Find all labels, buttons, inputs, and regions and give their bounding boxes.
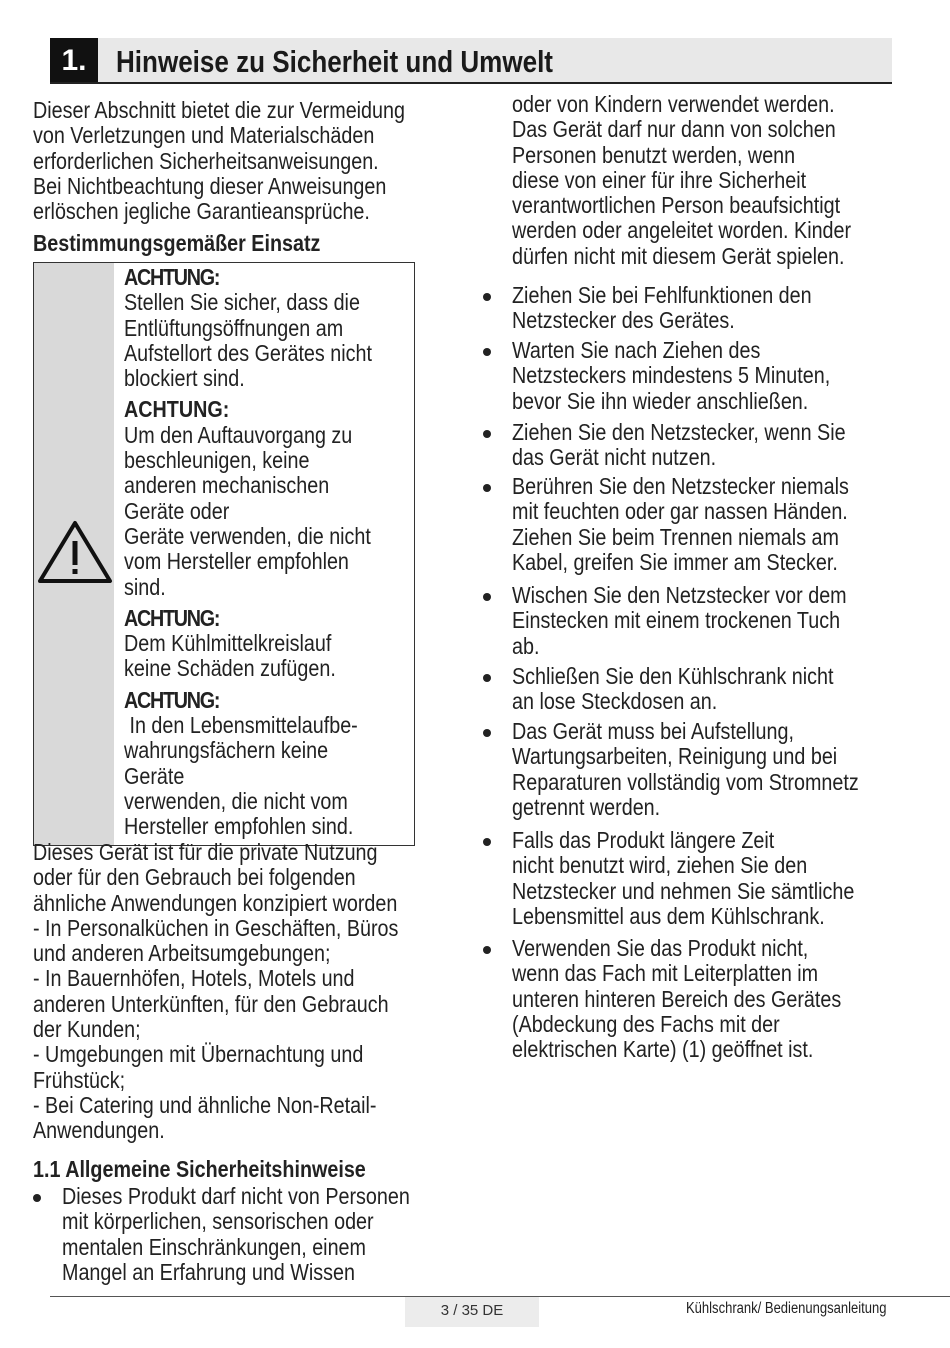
general-safety-heading: 1.1 Allgemeine Sicherheitshinweise — [33, 1156, 366, 1182]
bullet-line: Kabel, greifen Sie immer am Stecker. — [512, 548, 838, 575]
warning-line: Geräte verwenden, die nicht — [124, 522, 371, 549]
warning-line: vom Hersteller empfohlen — [124, 548, 349, 575]
section-header — [50, 38, 892, 84]
intro-line: Bei Nichtbeachtung dieser Anweisungen — [33, 172, 387, 199]
usage-line: - In Bauernhöfen, Hotels, Motels und — [33, 965, 355, 992]
bullet-line: Reparaturen vollständig vom Stromnetz — [512, 768, 859, 795]
bullet-dot — [483, 484, 491, 492]
intro-line: erlöschen jegliche Garantieansprüche. — [33, 198, 370, 225]
warning-content — [124, 265, 372, 840]
usage-line: - Umgebungen mit Übernachtung und — [33, 1041, 364, 1068]
bullet-line: Falls das Produkt längere Zeit — [512, 827, 775, 853]
usage-line: ähnliche Anwendungen konzipiert worden — [33, 889, 398, 916]
warning-label: ACHTUNG: — [124, 396, 230, 423]
bullet-line: Schließen Sie den Kühlschrank nicht — [512, 663, 834, 689]
bullet-line: mentalen Einschränkungen, einem — [62, 1233, 366, 1260]
usage-line: oder für den Gebrauch bei folgenden — [33, 864, 356, 891]
intro-paragraph — [33, 98, 405, 224]
warning-line: blockiert sind. — [124, 365, 245, 392]
bullet-dot — [33, 1194, 41, 1202]
bullet-line: Das Gerät muss bei Aufstellung, — [512, 718, 794, 744]
bullet-line: Ziehen Sie bei Fehlfunktionen den — [512, 282, 812, 308]
intro-line: Dieser Abschnitt bietet die zur Vermeidung — [33, 97, 405, 123]
warning-line: keine Schäden zufügen. — [124, 655, 336, 682]
section-number: 1. — [50, 38, 98, 82]
warning-line: sind. — [124, 573, 166, 600]
bullet-dot — [483, 729, 491, 737]
usage-line: Dieses Gerät ist für die private Nutzung — [33, 839, 378, 865]
usage-paragraph — [33, 840, 398, 1144]
bullet-line: mit feuchten oder gar nassen Händen. — [512, 498, 848, 525]
page-number: 3 / 35 DE — [405, 1297, 539, 1327]
warning-line: Entlüftungsöffnungen am — [124, 314, 344, 341]
warning-triangle-icon — [37, 519, 113, 590]
warning-line: Geräte — [124, 762, 185, 789]
bullet-dot — [483, 838, 491, 846]
usage-line: anderen Unterkünften, für den Gebrauch — [33, 990, 389, 1017]
usage-line: - In Personalküchen in Geschäften, Büros — [33, 914, 399, 941]
usage-line: und anderen Arbeitsumgebungen; — [33, 940, 331, 967]
bullet-dot — [483, 293, 491, 301]
text-line: verantwortlichen Person beaufsichtigt — [512, 192, 841, 219]
warning-line: Stellen Sie sicher, dass die — [124, 289, 360, 316]
section-title: Hinweise zu Sicherheit und Umwelt — [116, 44, 553, 79]
warning-line: wahrungsfächern keine — [124, 737, 329, 764]
warning-line: Aufstellort des Gerätes nicht — [124, 339, 372, 366]
bullet-line: unteren hinteren Bereich des Gerätes — [512, 985, 842, 1012]
bullet-line: Berühren Sie den Netzstecker niemals — [512, 473, 849, 499]
bullet-line: elektrischen Karte) (1) geöffnet ist. — [512, 1036, 814, 1063]
bullet-line: Ziehen Sie den Netzstecker, wenn Sie — [512, 419, 846, 445]
usage-line: - Bei Catering und ähnliche Non-Retail- — [33, 1091, 377, 1118]
text-line: diese von einer für ihre Sicherheit — [512, 166, 807, 193]
bullet-dot — [483, 946, 491, 954]
text-line: Das Gerät darf nur dann von solchen — [512, 116, 836, 143]
usage-line: Anwendungen. — [33, 1117, 165, 1144]
intro-line: von Verletzungen und Materialschäden — [33, 122, 375, 149]
bullet-line: nicht benutzt wird, ziehen Sie den — [512, 852, 808, 879]
bullet-dot — [483, 430, 491, 438]
warning-line: Hersteller empfohlen sind. — [124, 813, 354, 840]
bullet-line: mit körperlichen, sensorischen oder — [62, 1208, 374, 1235]
bullet-line: an lose Steckdosen an. — [512, 688, 718, 715]
bullet-line: Wartungsarbeiten, Reinigung und bei — [512, 743, 838, 770]
bullet-line: Wischen Sie den Netzstecker vor dem — [512, 582, 847, 608]
usage-line: der Kunden; — [33, 1016, 141, 1043]
bullet-line: Dieses Produkt darf nicht von Personen — [62, 1183, 410, 1209]
warning-label: ACHTUNG: — [124, 686, 220, 713]
bullet-line: ab. — [512, 632, 540, 659]
warning-line: verwenden, die nicht vom — [124, 787, 348, 814]
bullet-line: Netzsteckers mindestens 5 Minuten, — [512, 362, 831, 389]
text-line: werden oder angeleitet worden. Kinder — [512, 217, 852, 244]
bullet-line: Ziehen Sie beim Trennen niemals am — [512, 523, 839, 550]
bullet-line: Warten Sie nach Ziehen des — [512, 337, 761, 363]
text-line: dürfen nicht mit diesem Gerät spielen. — [512, 242, 845, 269]
usage-line: Frühstück; — [33, 1066, 126, 1093]
bullet-line: Lebensmittel aus dem Kühlschrank. — [512, 902, 825, 929]
bullet-line: Netzstecker und nehmen Sie sämtliche — [512, 877, 855, 904]
bullet-line: Netzstecker des Gerätes. — [512, 307, 735, 334]
warning-line: Um den Auftauvorgang zu — [124, 421, 353, 448]
text-line: Personen benutzt werden, wenn — [512, 141, 796, 168]
intro-line: erforderlichen Sicherheitsanweisungen. — [33, 147, 379, 174]
warning-box — [33, 262, 415, 846]
bullet-dot — [483, 348, 491, 356]
warning-label: ACHTUNG: — [124, 604, 220, 631]
bullet-dot — [483, 674, 491, 682]
intended-use-heading: Bestimmungsgemäßer Einsatz — [33, 230, 321, 256]
warning-line: beschleunigen, keine — [124, 447, 310, 474]
bullet-dot — [483, 593, 491, 601]
warning-line: In den Lebensmittelaufbe- — [124, 712, 358, 739]
bullet-line: Einstecken mit einem trockenen Tuch — [512, 607, 841, 634]
bullet-line: bevor Sie ihn wieder anschließen. — [512, 387, 809, 414]
bullet-line: wenn das Fach mit Leiterplatten im — [512, 960, 819, 987]
bullet-line: getrennt werden. — [512, 793, 661, 820]
bullet-line: Verwenden Sie das Produkt nicht, — [512, 935, 809, 961]
text-line: oder von Kindern verwendet werden. — [512, 91, 835, 117]
warning-line: anderen mechanischen — [124, 472, 330, 499]
warning-line: Dem Kühlmittelkreislauf — [124, 630, 332, 657]
bullet-line: das Gerät nicht nutzen. — [512, 444, 717, 471]
document-title: Kühlschrank/ Bedienungsanleitung — [686, 1300, 887, 1317]
right-continuation — [512, 92, 851, 269]
warning-line: Geräte oder — [124, 497, 230, 524]
bullet-line: Mangel an Erfahrung und Wissen — [62, 1258, 355, 1285]
bullet-line: (Abdeckung des Fachs mit der — [512, 1010, 780, 1037]
warning-label: ACHTUNG: — [124, 264, 220, 290]
